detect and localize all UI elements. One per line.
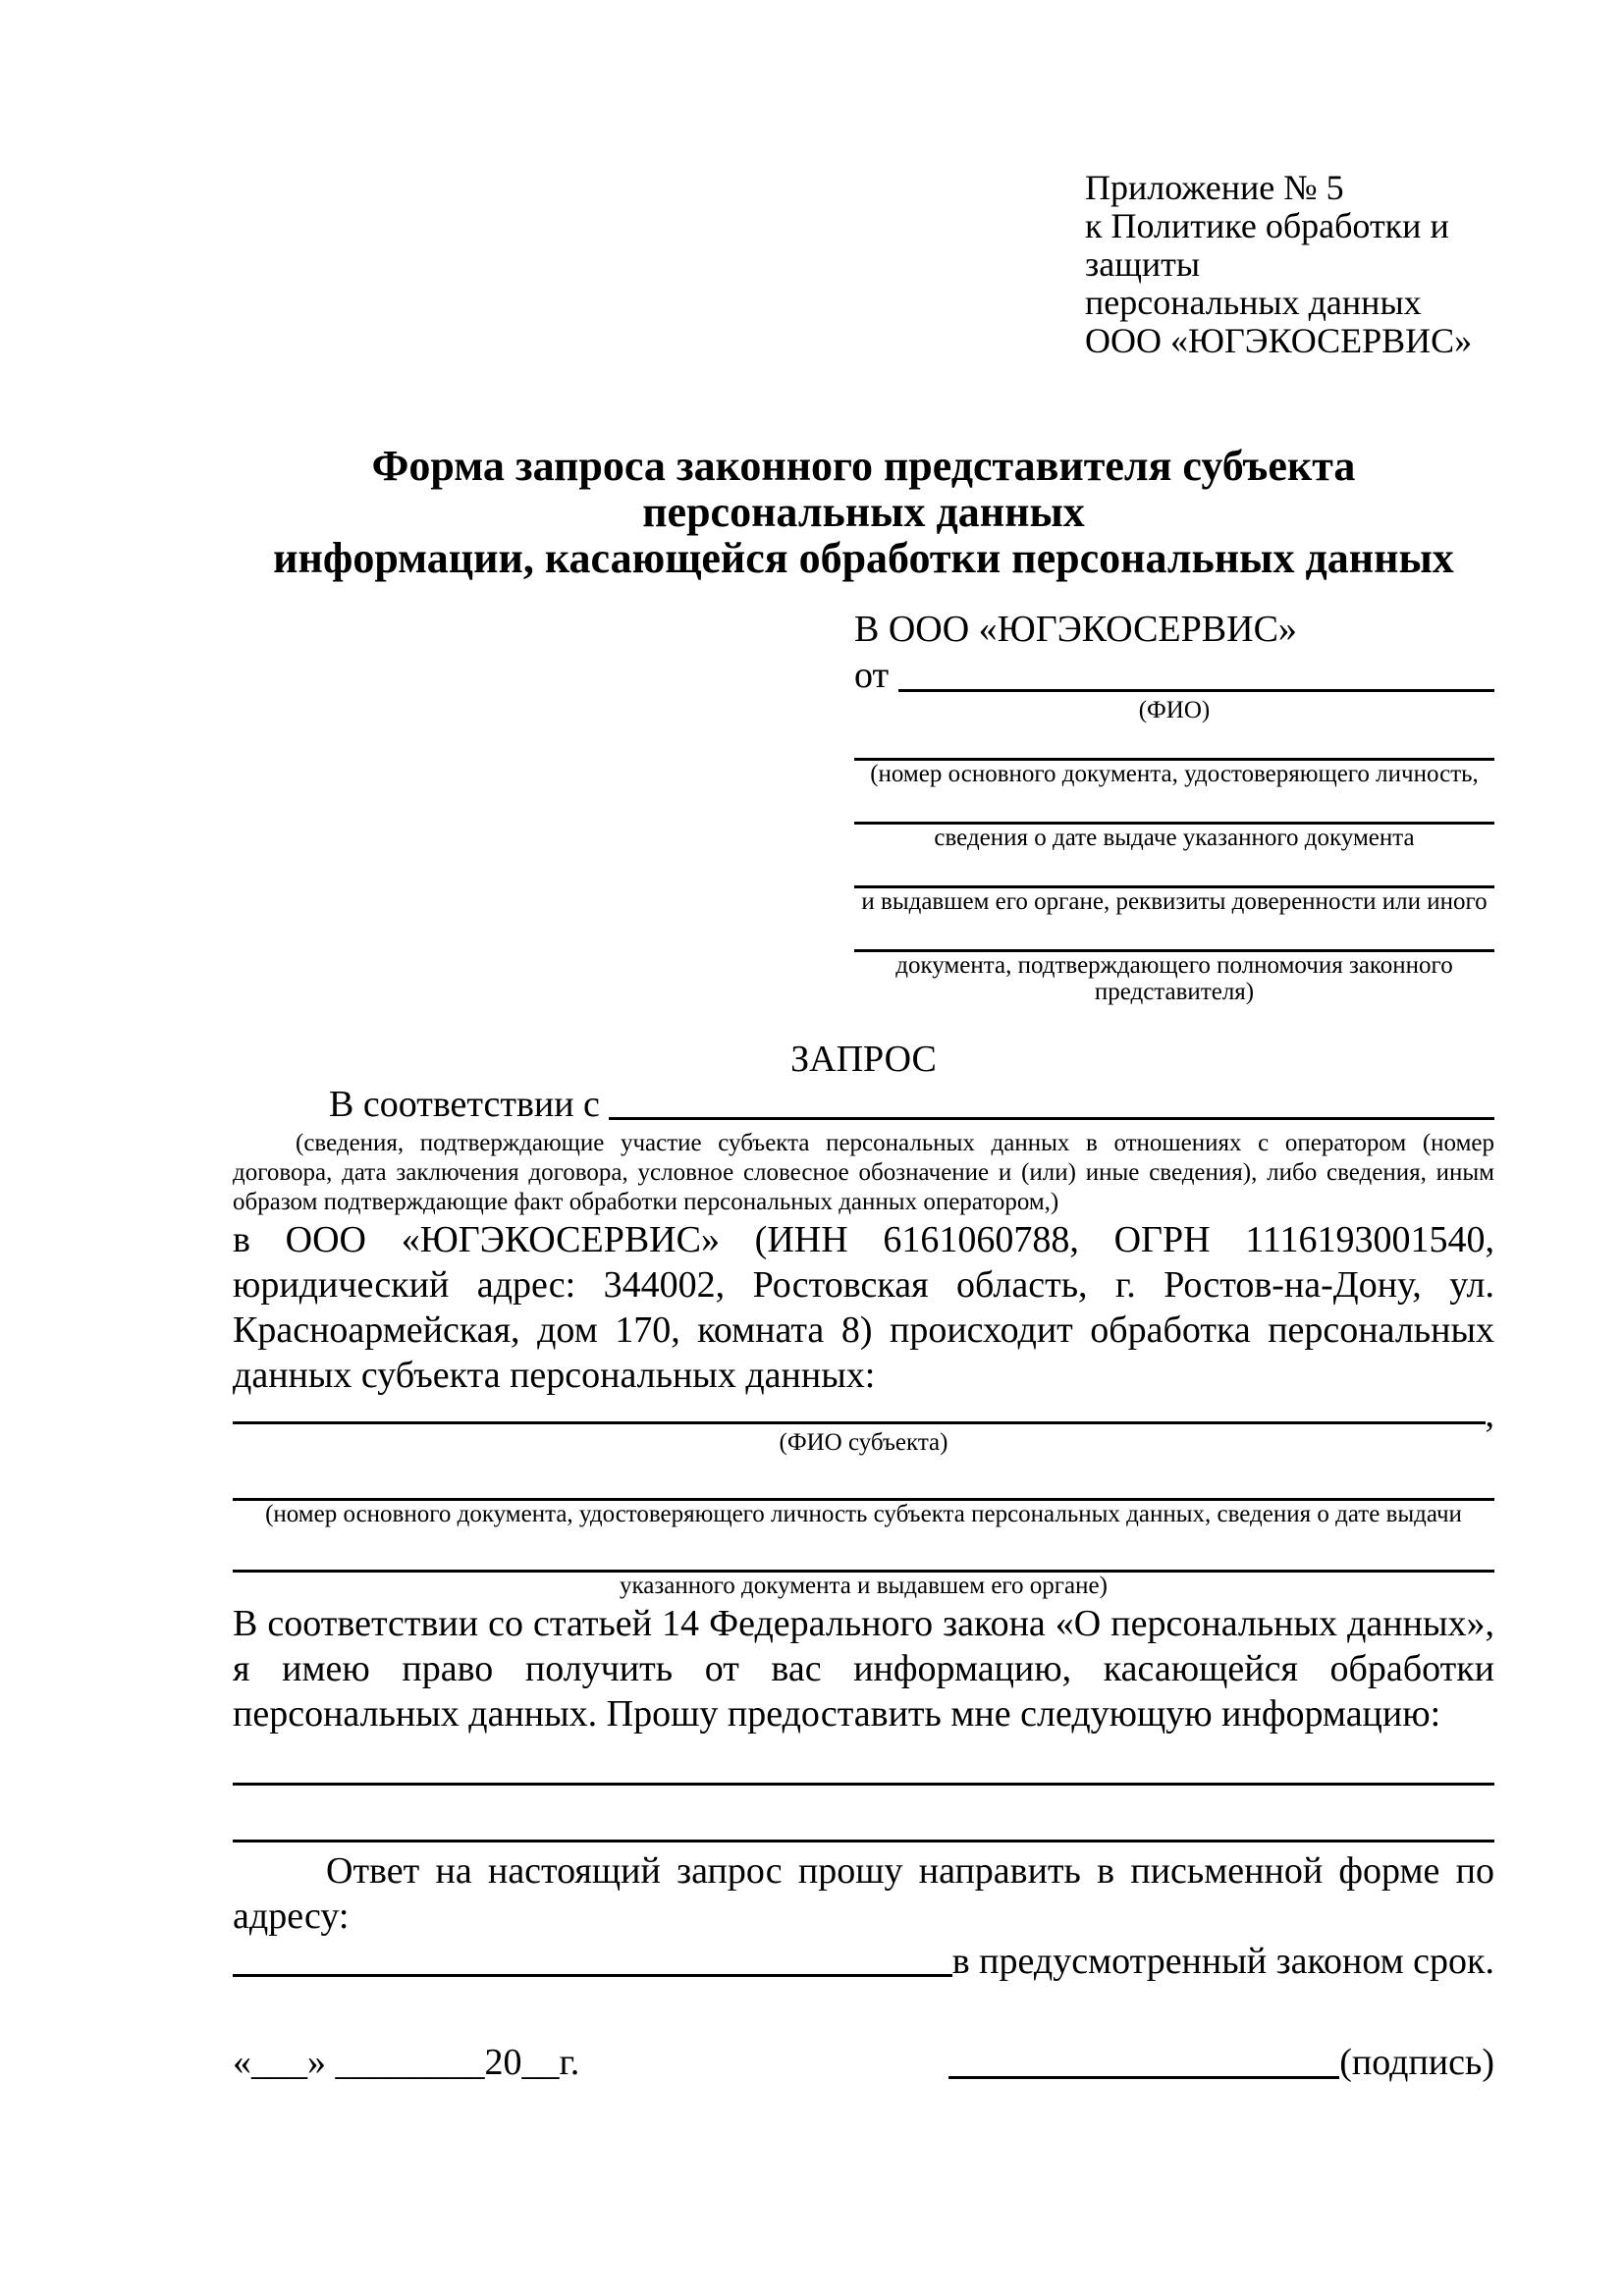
subject-doc-blank-line-1 [233, 1477, 1494, 1501]
fio-caption: (ФИО) [1138, 697, 1211, 723]
doc-blank-line-2 [854, 801, 1494, 825]
signature-row [233, 2041, 1494, 2084]
signature-caption: (подпись) [1339, 2042, 1494, 2083]
doc-caption-4: документа, подтверждающего полномочия законного представителя) [895, 952, 1453, 1005]
basis-blank-line [609, 1082, 1494, 1120]
subject-fio-blank-line [233, 1404, 1486, 1424]
date-field: «___» ________20__г. [233, 2042, 580, 2083]
info-blank-line-2 [233, 1819, 1494, 1842]
annex-line-4: ООО «ЮГЭКОСЕРВИС» [1085, 321, 1473, 360]
request-heading: ЗАПРОС [790, 1039, 937, 1080]
doc-blank-line-4 [854, 929, 1494, 952]
signature-blank-line [948, 2041, 1339, 2079]
signature-group [948, 2041, 1494, 2084]
response-row [233, 1939, 1494, 1982]
law-paragraph: В соответствии со статьей 14 Федерального закона «О персональных данных», я имею право получить от вас информацию, касающейся обработки персональных данных. Прошу предоставить мне следующую информацию: [233, 1603, 1494, 1735]
addressee-block [854, 607, 1494, 1005]
annex-line-2: к Политике обработки и защиты [1085, 206, 1449, 284]
fio-blank-line [898, 652, 1494, 692]
intro-note: (сведения, подтверждающие участие субъекта персональных данных в отношениях с оператором (номер договора, дата заключения договора, условное словесное обозначение и (или) иные сведения), либо сведения, иным образом подтверждающие факт обработки персональных данных оператором,) [233, 1130, 1494, 1215]
addressee-to: В ООО «ЮГЭКОСЕРВИС» [854, 609, 1297, 650]
intro-prefix: В соответствии с [329, 1084, 610, 1125]
doc-caption-3: и выдавшем его органе, реквизиты доверенности или иного [861, 888, 1488, 915]
subject-doc-blank-line-2 [233, 1549, 1494, 1573]
info-blank-line-1 [233, 1762, 1494, 1786]
doc-caption-1: (номер основного документа, удостоверяющего личность, [870, 761, 1479, 787]
addressee-from-row [854, 652, 1494, 697]
from-label: от [854, 655, 898, 696]
subject-doc-caption-1: (номер основного документа, удостоверяющего личность субъекта персональных данных, сведения о дате выдачи [265, 1501, 1462, 1527]
subject-fio-row [233, 1394, 1494, 1435]
address-blank-line [233, 1939, 952, 1977]
response-suffix: в предусмотренный законом срок. [951, 1941, 1494, 1982]
subject-fio-caption: (ФИО субъекта) [779, 1429, 948, 1456]
doc-caption-2: сведения о дате выдаче указанного документа [934, 825, 1415, 851]
subject-doc-caption-2: указанного документа и выдавшем его органе) [620, 1573, 1108, 1599]
doc-blank-line-1 [854, 737, 1494, 761]
annex-block [1085, 169, 1494, 360]
document-title-line-2: информации, касающейся обработки персональных данных [273, 534, 1454, 582]
operator-paragraph: в ООО «ЮГЭКОСЕРВИС» (ИНН 6161060788, ОГРН 1116193001540, юридический адрес: 344002, Ростовская область, г. Ростов-на-Дону, ул. Красноармейская, дом 170, комната 8) происходит обработка персональных данных субъекта персональных данных: [233, 1219, 1494, 1396]
annex-line-3: персональных данных [1085, 283, 1422, 322]
document-title-line-1: Форма запроса законного представителя субъекта персональных данных [371, 442, 1356, 536]
intro-row [329, 1082, 1494, 1125]
document-title [233, 443, 1494, 581]
response-line-1: Ответ на настоящий запрос прошу направить в письменной форме по адресу: [233, 1850, 1494, 1937]
subject-fio-comma: , [1485, 1394, 1494, 1435]
doc-blank-line-3 [854, 865, 1494, 888]
annex-line-1: Приложение № 5 [1085, 168, 1344, 207]
